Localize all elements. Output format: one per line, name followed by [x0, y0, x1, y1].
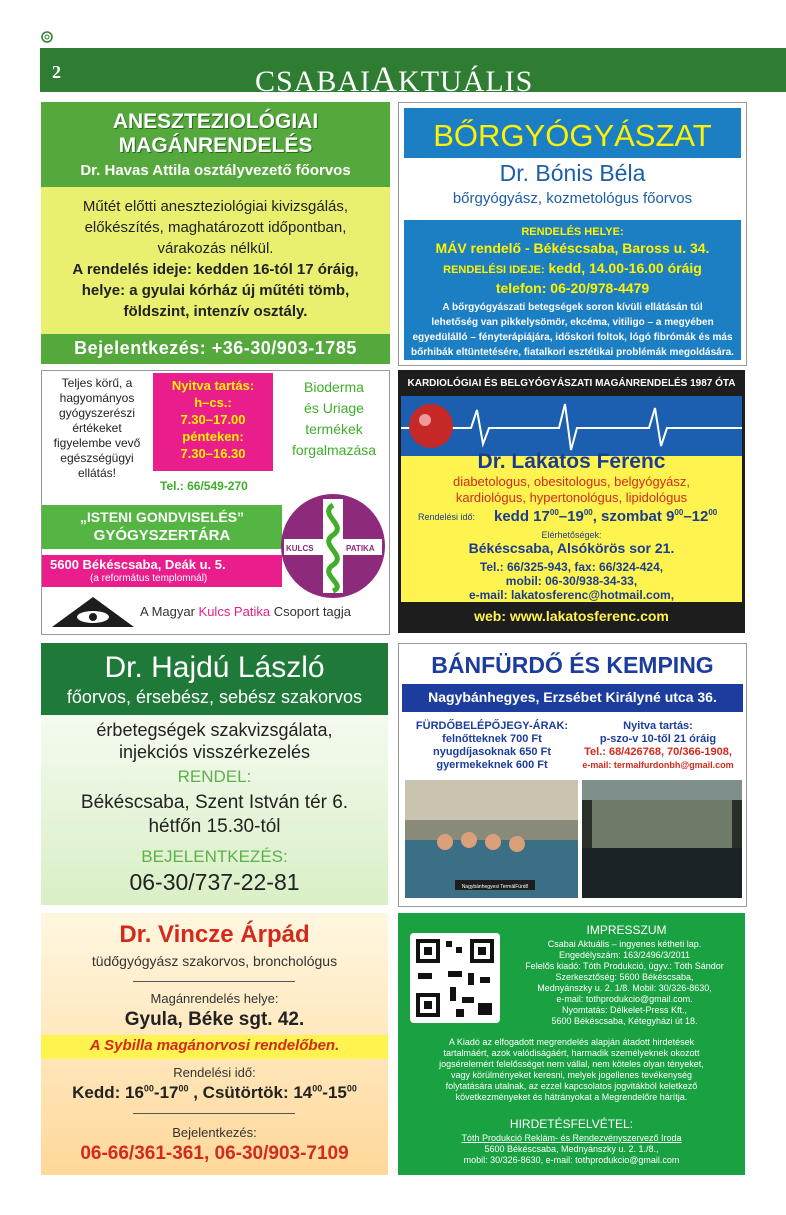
hours-line: h–cs.: — [194, 395, 232, 410]
products-line: forgalmazása — [291, 442, 377, 458]
body-line: földszint, intenzív osztály. — [123, 303, 308, 320]
slogan-line: Teljes körű, a — [61, 376, 133, 390]
hours-part: , szombat 9 — [592, 508, 675, 525]
ad-kardiologia — [398, 370, 745, 633]
doctor-name: Dr. Bónis Béla — [499, 160, 646, 186]
hours-label: Rendelési idő: — [418, 512, 476, 522]
opening — [574, 720, 742, 772]
hours-sup: 00 — [143, 1083, 154, 1094]
phone-number — [41, 1143, 388, 1165]
services — [41, 719, 388, 763]
disclaimer-line: jogsérelemért felelősséget nem vállal, nem köteles olyan tényeket, — [439, 1059, 704, 1069]
spiral-icon — [40, 30, 54, 44]
ad-booking-title: HIRDETÉSFELVÉTEL: — [509, 1117, 634, 1131]
contact-info — [401, 560, 742, 602]
ad-top-line: KARDIOLÓGIAI ÉS BELGYÓGYÁSZATI MAGÁNRENDELÉS 1987 ÓTA — [407, 378, 736, 389]
hours-part: –12 — [683, 508, 709, 525]
impresszum-box — [398, 913, 745, 1175]
booking-line: mobil: 30/326-8630, e-mail: tothprodukcio@gmail.com — [463, 1155, 680, 1165]
info-line: Csabai Aktuális – ingyenes kétheti lap. — [547, 939, 702, 949]
phone-sep: , — [203, 1143, 215, 1164]
page-number: 2 — [52, 62, 61, 82]
ad-info — [409, 300, 736, 360]
specialties — [401, 474, 742, 506]
info-line: Nyomtatás: Délkelet-Press Kft., — [561, 1005, 688, 1015]
disclaimer-line: folytatására utalnak, az ezzel kapcsolatos jogvitákból keletkező — [445, 1081, 698, 1091]
products-line: Bioderma — [304, 379, 364, 395]
kulcs-patika-logo-icon — [278, 491, 388, 601]
info-line: bőrhibák eltüntetésére, fiatalkori esztétikai problémák megoldására. — [411, 347, 734, 358]
location: MÁV rendelő - Békéscsaba, Baross u. 34. — [435, 240, 710, 256]
member-brand: Kulcs Patika — [198, 604, 271, 619]
hours-label: Rendelési idő: — [173, 1065, 256, 1080]
disclaimer-line: tartalmáért, azok valódiságáért, harmadik személyeknek okozott — [443, 1048, 700, 1058]
address-note: (a református templomnál) — [90, 573, 208, 584]
hours-sup: 00 — [708, 508, 718, 517]
phone-number: Bejelentkezés: +36-30/903-1785 — [74, 338, 357, 358]
hours-line: Nyitva tartás: — [171, 378, 255, 393]
products-line: és Uriage — [304, 400, 364, 416]
opening-line: Tel.: 68/426768, 70/366-1908, — [584, 746, 732, 758]
group-member-text — [140, 604, 351, 619]
logo-left-text: KULCS — [286, 544, 314, 553]
hours-part: , Csütörtök: 14 — [188, 1083, 313, 1102]
hours-sup: 00 — [178, 1083, 189, 1094]
disclaimer-line: következményeket és hátrányokat a Megrendelőre hárítja. — [455, 1092, 688, 1102]
contact-line: e-mail: lakatosferenc@hotmail.com, — [468, 588, 675, 602]
body-line: várakozás nélkül. — [157, 240, 274, 257]
contact-line: mobil: 06-30/938-34-33, — [505, 574, 638, 588]
doctor-role: tüdőgyógyász szakorvos, bronchológus — [91, 953, 338, 969]
hours-label: RENDELÉSI IDEJE: — [443, 264, 545, 276]
info-line: A bőrgyógyászati betegségek soron kívüli ellátásán túl — [442, 302, 703, 313]
specialty-line: kardiológus, hypertonológus, lipidológus — [455, 490, 688, 505]
phone-number: 06-30/737-22-81 — [129, 869, 300, 895]
pharmacy-name-2: GYÓGYSZERTÁRA — [93, 527, 231, 544]
ad-blue-panel — [404, 108, 741, 360]
hours-part: -17 — [153, 1083, 179, 1102]
disclaimer — [408, 1037, 735, 1103]
ad-body — [51, 196, 380, 322]
price-line: gyermekeknek 600 Ft — [436, 759, 548, 771]
title-line: ANESZTEZIOLÓGIAI — [112, 110, 319, 133]
member-post: Csoport tagja — [270, 604, 352, 619]
products-line: termékek — [305, 421, 363, 437]
price-line: nyugdíjasoknak 650 Ft — [433, 746, 551, 758]
info-line: Engedélyszám: 163/2496/3/2011 — [559, 950, 690, 960]
masthead-post: KTUÁLIS — [398, 65, 534, 98]
ad-banfurdo — [398, 643, 747, 907]
hours-part: -15 — [322, 1083, 347, 1102]
ad-aneszteziologia — [41, 102, 390, 364]
info-line: lehetőség van pikkelysömör, ekcéma, vitiligo – a megyében — [431, 317, 714, 328]
slogan-line: egészségügyi — [60, 451, 134, 465]
hours-sup: 00 — [674, 508, 684, 517]
ecg-heart-icon — [401, 396, 742, 456]
doctor-name: Dr. Lakatos Ferenc — [477, 450, 666, 473]
ad-title: BŐRGYÓGYÁSZAT — [433, 118, 712, 153]
photo-label: Nagybánhegyesi TermálFürdő — [461, 884, 529, 890]
slogan-line: hagyományos — [59, 391, 135, 405]
doctor-name: Dr. Havas Attila osztályvezető főorvos — [80, 162, 351, 179]
opening-hours — [153, 377, 273, 462]
body-line: A rendelés ideje: kedden 16-tól 17 óráig, — [72, 261, 359, 278]
opening-line: e-mail: termalfurdonbh@gmail.com — [582, 760, 734, 770]
ad-borgyogyaszat — [398, 102, 747, 366]
hours — [41, 1083, 388, 1103]
qr-code-icon — [410, 933, 500, 1023]
masthead-title — [255, 58, 533, 100]
hours-line: 7.30–16.30 — [180, 446, 246, 461]
specialty-line: diabetologus, obesitologus, belgyógyász, — [452, 474, 691, 489]
phone-number: telefon: 06-20/978-4479 — [495, 280, 650, 296]
info-line: Szerkesztőség: 5600 Békéscsaba, — [555, 972, 694, 982]
address-line: Békéscsaba, Szent István tér 6. — [80, 792, 349, 813]
opening-line: Nyitva tartás: — [623, 720, 693, 732]
hours-sup: 00 — [312, 1083, 323, 1094]
location-label: RENDELÉS HELYE: — [521, 226, 624, 238]
booking-line: Tóth Produkció Reklám- és Rendezvényszervező Iroda — [461, 1133, 682, 1143]
info-line: 5600 Békéscsaba, Kétegyházi út 18. — [551, 1016, 698, 1026]
divider — [133, 1113, 295, 1114]
booking-label: Bejelentkezés: — [172, 1125, 257, 1140]
slogan-line: gyógyszerészi — [58, 406, 136, 420]
ad-patika — [41, 370, 390, 635]
hours — [494, 508, 717, 525]
slogan-line: ellátás! — [77, 466, 117, 480]
doctor-name: Dr. Hajdú László — [104, 651, 325, 684]
info-line: Felelős kiadó: Tóth Produkció, ügyv.: Tóth Sándor — [525, 961, 724, 971]
disclaimer-line: vagy körülményeket keresni, melyek jogellenes tevékenység — [450, 1070, 693, 1080]
hours-part: –19 — [558, 508, 584, 525]
info-line: Mednyánszky u. 2. 1/8. Mobil: 30/326-8630, — [537, 983, 712, 993]
address: Békéscsaba, Alsókörös sor 21. — [468, 540, 675, 556]
hours-sup: 00 — [583, 508, 593, 517]
hours-line: hétfőn 15.30-tól — [148, 816, 281, 837]
address — [41, 791, 388, 839]
impresszum-title: IMPRESSZUM — [586, 923, 667, 937]
website: web: www.lakatosferenc.com — [474, 608, 669, 624]
disclaimer-line: A Kiadó az elfogadott megrendelés alapján átadott hirdetések — [448, 1037, 695, 1047]
bath-photo-icon — [582, 780, 742, 898]
ad-vincze — [41, 913, 388, 1175]
service-line: érbetegségek szakvizsgálata, — [96, 720, 333, 740]
hours-sup: 00 — [346, 1083, 357, 1094]
contact-line: Tel.: 66/325-943, fax: 66/324-424, — [479, 560, 664, 574]
info-line: egyedülálló – fényterápiájára, időskori foltok, lógó fibrómák és más — [412, 332, 733, 343]
doctor-name: Dr. Vincze Árpád — [119, 921, 310, 948]
title-line: MAGÁNRENDELÉS — [118, 134, 313, 157]
hours-part: Kedd: 16 — [72, 1083, 144, 1102]
clinic-name: A Sybilla magánorvosi rendelőben. — [89, 1037, 340, 1054]
divider — [133, 981, 295, 982]
eye-triangle-icon — [50, 595, 136, 629]
hours-part: kedd 17 — [494, 508, 550, 525]
ad-title: BÁNFÜRDŐ ÉS KEMPING — [431, 652, 714, 678]
ad-title — [41, 110, 390, 158]
phone-part: 06-30/903-7109 — [214, 1143, 349, 1164]
hours-line: 7.30–17.00 — [180, 412, 246, 427]
location-label: Magánrendelés helye: — [150, 991, 279, 1006]
masthead-big-letter: A — [371, 59, 399, 99]
products-text — [282, 377, 386, 461]
hours-sup: 00 — [549, 508, 559, 517]
hours — [404, 260, 741, 276]
body-line: előkészítés, maghatározott időpontban, — [84, 219, 347, 236]
opening-line: p-szo-v 10-től 21 óráig — [599, 733, 717, 745]
logo-right-text: PATIKA — [346, 544, 375, 553]
address: 5600 Békéscsaba, Deák u. 5. — [50, 557, 226, 572]
pool-photo-icon — [405, 780, 578, 898]
location: Gyula, Béke sgt. 42. — [124, 1009, 305, 1030]
address: Nagybánhegyes, Erzsébet Királyné utca 36. — [428, 689, 717, 705]
price-line: FÜRDŐBELÉPŐJEGY-ÁRAK: — [415, 720, 569, 732]
info-line: e-mail: tothprodukcio@gmail.com. — [556, 994, 693, 1004]
pharmacy-name: „ISTENI GONDVISELÉS” — [79, 509, 245, 525]
body-line: Műtét előtti aneszteziológiai kivizsgálás, — [82, 198, 349, 215]
hours-line: pénteken: — [182, 429, 244, 444]
ad-hajdu — [41, 643, 388, 905]
body-line: helye: a gyulai kórház új műtéti tömb, — [81, 282, 350, 299]
member-pre: A Magyar — [140, 604, 199, 619]
doctor-role: bőrgyógyász, kozmetológus főorvos — [452, 190, 693, 207]
booking-label: BEJELENTKEZÉS: — [141, 847, 288, 866]
doctor-role: főorvos, érsebész, sebész szakorvos — [66, 687, 363, 707]
masthead-pre: CSABAI — [255, 65, 372, 98]
price-line: felnőtteknek 700 Ft — [442, 733, 542, 745]
booking-line: 5600 Békéscsaba, Mednyánszky u. 2. 1./8., — [484, 1144, 659, 1154]
impresszum-info — [506, 939, 743, 1027]
pharmacy-slogan — [44, 376, 150, 481]
phone-number: Tel.: 66/549-270 — [160, 479, 248, 493]
phone-part: 06-66/361-361 — [80, 1143, 204, 1164]
slogan-line: értékeket — [72, 421, 122, 435]
ad-booking-info — [398, 1133, 745, 1166]
slogan-line: figyelembe vevő — [53, 436, 141, 450]
service-line: injekciós visszérkezelés — [118, 742, 311, 762]
hours-value: kedd, 14.00-16.00 óráig — [548, 260, 702, 276]
prices — [407, 720, 577, 772]
rendel-label: RENDEL: — [177, 767, 252, 786]
contact-label: Elérhetőségek: — [541, 530, 602, 540]
